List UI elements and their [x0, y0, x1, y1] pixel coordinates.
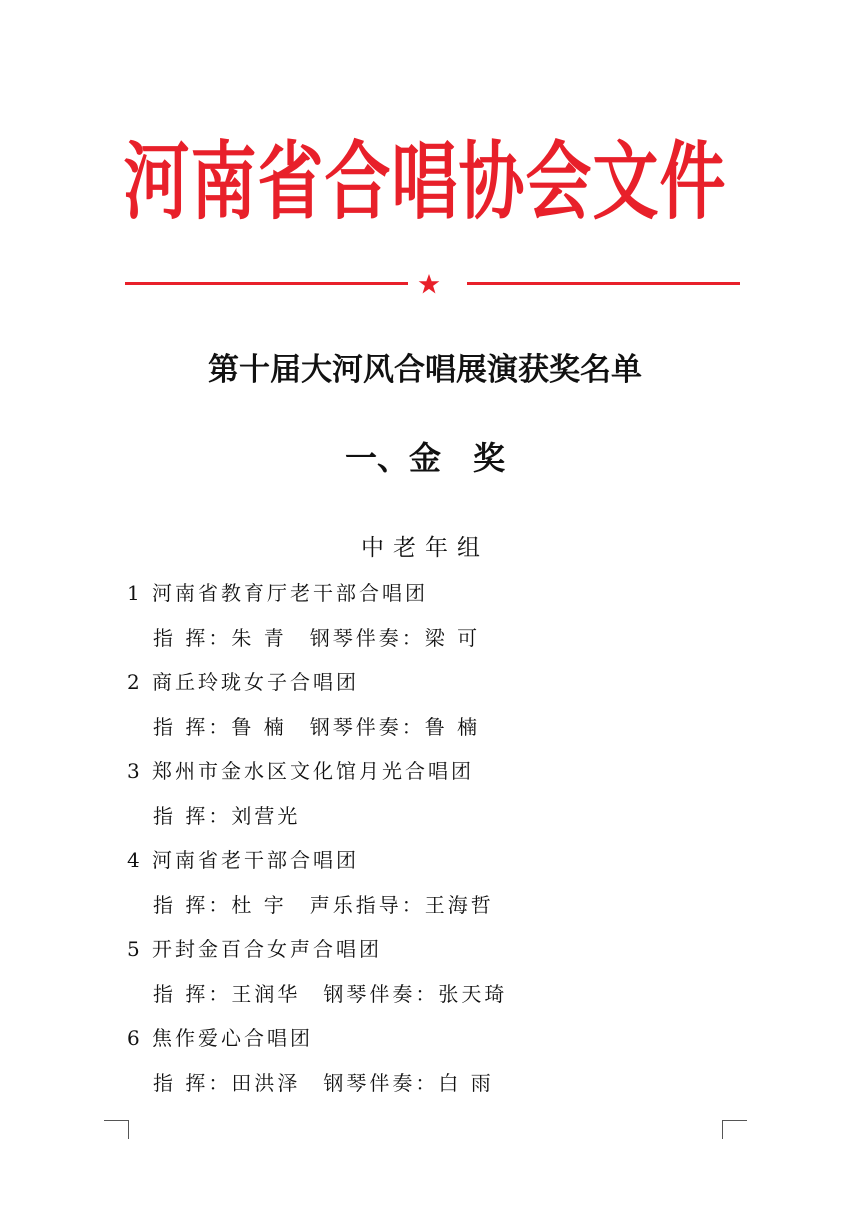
crop-mark-left [104, 1120, 129, 1139]
star-icon [418, 274, 440, 294]
choir-name: 商丘玲珑女子合唱团 [152, 670, 359, 694]
choir-name: 河南省老干部合唱团 [152, 848, 359, 872]
conductor-line: 指 挥：鲁 楠 钢琴伴奏：鲁 楠 [153, 715, 481, 739]
entry-number: 2 [127, 670, 143, 694]
conductor-line: 指 挥：刘营光 [153, 804, 301, 828]
org-header [110, 128, 740, 238]
entry-number: 6 [127, 1026, 143, 1050]
header-rule-right [467, 282, 740, 285]
conductor-line: 指 挥：杜 宇 声乐指导：王海哲 [153, 893, 494, 917]
choir-name: 河南省教育厅老干部合唱团 [152, 581, 428, 605]
award-entry [0, 927, 850, 1016]
choir-name: 开封金百合女声合唱团 [152, 937, 382, 961]
document-title: 第十届大河风合唱展演获奖名单 [208, 352, 642, 388]
conductor-line: 指 挥：王润华 钢琴伴奏：张天琦 [153, 982, 508, 1006]
org-title: 河南省合唱协会文件 [123, 133, 727, 232]
crop-mark-right [722, 1120, 747, 1139]
award-entry [0, 571, 850, 660]
award-entry [0, 749, 850, 838]
entry-number: 3 [127, 759, 143, 783]
entry-number: 4 [127, 848, 143, 872]
conductor-line: 指 挥：田洪泽 钢琴伴奏：白 雨 [153, 1071, 494, 1095]
group-title: 中老年组 [361, 535, 489, 561]
award-list [0, 571, 850, 1105]
header-rule-left [125, 282, 408, 285]
section-title: 一、金 奖 [344, 439, 505, 477]
award-entry [0, 1016, 850, 1105]
award-entry [0, 838, 850, 927]
award-entry [0, 660, 850, 749]
choir-name: 郑州市金水区文化馆月光合唱团 [152, 759, 474, 783]
choir-name: 焦作爱心合唱团 [152, 1026, 313, 1050]
conductor-line: 指 挥：朱 青 钢琴伴奏：梁 可 [153, 626, 481, 650]
entry-number: 1 [127, 581, 143, 605]
entry-number: 5 [127, 937, 143, 961]
